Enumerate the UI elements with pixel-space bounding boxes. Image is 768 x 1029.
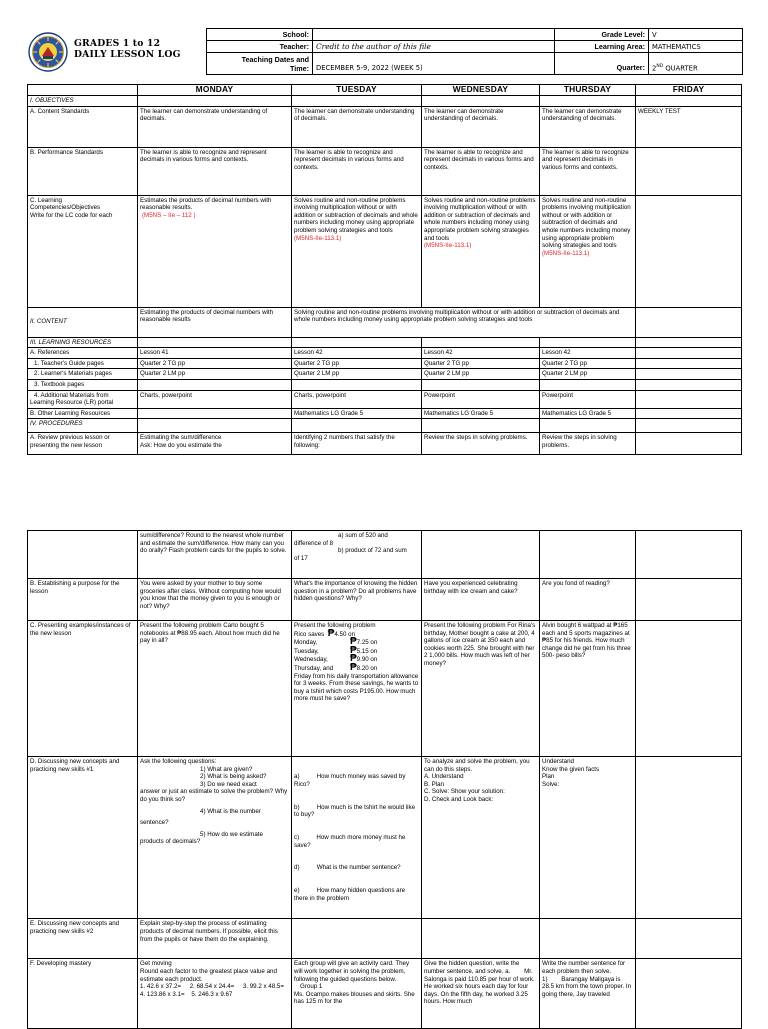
competencies-wed: [422, 195, 540, 307]
additional-materials-tue: Charts, powerpoint: [292, 390, 422, 408]
school-label: School:: [207, 29, 313, 41]
developing-mastery-tue-problem: Ms. Ocampo makes blouses and skirts. She has 125 m for the: [294, 990, 415, 1006]
day-friday: FRIDAY: [636, 85, 742, 96]
review-mon-line-2: Ask: How do you estimate the: [140, 441, 222, 449]
discussing-2-mon: Explain step-by-step the process of estimating products of decimal numbers. If possible, elicit this from the pupils or have them do the explaining.: [138, 919, 292, 959]
developing-mastery-thu-item-1: 1) Barangay Maligaya is 28.5 km from the town proper. In going there, Jay traveled: [542, 975, 633, 998]
objectives-heading: I. OBJECTIVES: [28, 96, 138, 107]
quarter-number: 2: [652, 64, 657, 72]
performance-standards-label: B. Performance Standards: [28, 147, 138, 195]
dll-table-page-2: [27, 530, 742, 1029]
presenting-label: C. Presenting examples/instances of the new lesson: [28, 621, 138, 757]
content-standards-fri: WEEKLY TEST: [636, 106, 742, 147]
discussing-1-wed-b: B. Plan: [424, 780, 444, 788]
presenting-tue-amount-1: 4.50 on: [334, 630, 356, 638]
objectives-heading-row: [28, 96, 742, 107]
competencies-tue: [292, 195, 422, 307]
competencies-label-3: Write for the LC code for each: [30, 211, 113, 219]
learning-area-label: Learning Area:: [555, 41, 649, 53]
discussing-1-wed: [422, 757, 540, 919]
title-line-1: GRADES 1 to 12: [74, 38, 161, 49]
presenting-tue-amount-2: 7.25 on: [356, 639, 378, 647]
additional-materials-label-2: Learning Resource (LR) portal: [30, 399, 114, 407]
developing-mastery-tue-group: Group 1: [300, 983, 323, 991]
presenting-tue: [292, 621, 422, 757]
discussing-1-thu: [540, 757, 636, 919]
discussing-1-tue-c: c) How much more money must he save?: [294, 833, 408, 849]
competencies-label-2: Competencies/Objectives: [30, 204, 101, 212]
other-resources-label: B. Other Learning Resources: [28, 408, 138, 419]
presenting-tue-text-2: Monday,: [294, 639, 318, 647]
discussing-1-tue-d: d) What is the number sentence?: [294, 864, 401, 872]
presenting-row: [28, 621, 742, 757]
developing-mastery-row: [28, 959, 742, 1029]
quarter-value[interactable]: [649, 53, 743, 75]
presenting-wed: Present the following problem For Rina's birthday, Mother bought a cake at 200, 4 gallons of ice cream at 350 each and cookies worth 225. She brought with her 2 1,000 bills. How much was left of her money?: [422, 621, 540, 757]
references-wed: Lesson 42: [422, 348, 540, 359]
review-tue-item-a-cont: difference of 8: [294, 539, 334, 547]
discussing-1-tue: [292, 757, 422, 919]
discussing-1-wed-d: D. Check and Look back:: [424, 795, 494, 803]
other-resources-row: [28, 408, 742, 419]
quarter-suffix: ND: [656, 63, 664, 69]
content-standards-label: A. Content Standards: [28, 106, 138, 147]
quarter-word: QUARTER: [663, 64, 698, 72]
learners-materials-label: 2. Learner's Materials pages: [28, 369, 138, 380]
references-tue: Lesson 42: [292, 348, 422, 359]
discussing-1-mon-intro: Ask the following questions:: [140, 758, 217, 765]
additional-materials-thu: Powerpoint: [540, 390, 636, 408]
discussing-1-mon-q3: 3) Do we need exact: [200, 780, 257, 788]
discussing-1-mon-q5: 5) How do we estimate: [200, 830, 263, 838]
other-resources-tue: Mathematics LG Grade 5: [292, 408, 422, 419]
school-value[interactable]: [313, 29, 555, 41]
review-mon: [138, 433, 292, 455]
competencies-thu-text: Solves routine and non-routine problems involving multiplication without or with addition or subtraction of decimals and whole numbers including money using appropriate problem solving strategies and tools: [542, 196, 631, 250]
competencies-row: [28, 195, 742, 307]
performance-standards-mon: The learner is able to recognize and represent decimals in various forms and contexts.: [138, 147, 292, 195]
competencies-mon: [138, 195, 292, 307]
additional-materials-wed: Powerpoint: [422, 390, 540, 408]
content-standards-thu: The learner can demonstrate understanding of decimals.: [540, 106, 636, 147]
grade-value[interactable]: V: [649, 29, 743, 41]
peso-sign-5: ₱: [350, 661, 357, 673]
content-standards-row: [28, 106, 742, 147]
references-row: [28, 348, 742, 359]
peso-sign-3: ₱: [350, 644, 357, 656]
competencies-thu: [540, 195, 636, 307]
developing-mastery-tue-intro: Each group will give an activity card. They will work together in solving the problem, following the guided questions below.: [294, 960, 410, 983]
dates-label-line-1: Teaching Dates and: [241, 54, 309, 64]
presenting-tue-text-1: Rico saves: [294, 630, 325, 638]
developing-mastery-tue: [292, 959, 422, 1029]
corner-cell: [28, 85, 138, 96]
learning-resources-heading-row: [28, 337, 742, 348]
competencies-label-1: C. Learning: [30, 196, 62, 204]
review-row: [28, 433, 742, 455]
review-wed: Review the steps in solving problems.: [422, 433, 540, 455]
presenting-tue-rest: Friday from his daily transportation allowance for 3 weeks. From these savings, he wants to buy a tshirt which costs P195.00. How much more must he save?: [294, 672, 419, 703]
presenting-tue-amount-4: 9.90 on: [356, 656, 378, 664]
learning-area-value[interactable]: MATHEMATICS: [649, 41, 743, 53]
review-continued-tue: [292, 531, 422, 579]
teachers-guide-mon: Quarter 2 TG pp: [138, 358, 292, 369]
competencies-thu-code: (M5NS-IIe-113.1): [542, 249, 590, 257]
teachers-guide-thu: Quarter 2 TG pp: [540, 358, 636, 369]
presenting-tue-intro: Present the following problem: [294, 622, 376, 629]
competencies-wed-code: (M5NS-IIe-113.1): [424, 242, 472, 250]
procedures-heading-row: [28, 419, 742, 433]
presenting-tue-amount-3: 5.15 on: [356, 647, 378, 655]
presenting-tue-text-5: Thursday, and: [294, 664, 334, 672]
discussing-1-mon-q2: 2) What is being asked?: [200, 773, 267, 781]
purpose-mon: You were asked by your mother to buy some groceries after class. Without computing how would you know that the money given to you is enough or not? Why?: [138, 579, 292, 621]
developing-mastery-thu: [540, 959, 636, 1029]
review-tue: Identifying 2 numbers that satisfy the following:: [292, 433, 422, 455]
dates-label: [207, 53, 313, 75]
additional-materials-mon: Charts, powerpoint: [138, 390, 292, 408]
quarter-label: Quarter:: [555, 53, 649, 75]
discussing-1-wed-a: A. Understand: [424, 773, 464, 781]
teachers-guide-row: [28, 358, 742, 369]
discussing-1-wed-c: C. Solve: Show your solution:: [424, 788, 505, 796]
performance-standards-tue: The learner is able to recognize and represent decimals in various forms and contexts.: [292, 147, 422, 195]
content-standards-mon: The learner can demonstrate understanding of decimals.: [138, 106, 292, 147]
discussing-1-mon: [138, 757, 292, 919]
performance-standards-thu: The learner is able to recognize and represent decimals in various forms and contexts.: [540, 147, 636, 195]
discussing-1-label: D. Discussing new concepts and practicing new skills #1: [28, 757, 138, 919]
review-continued-mon: sum/difference? Round to the nearest whole number and estimate the sum/difference. How many can you do orally? Flash problem cards for the pupils to solve.: [138, 531, 292, 579]
review-tue-item-a: a) sum of 520 and: [338, 532, 388, 539]
presenting-mon: Present the following problem Carlo bought 5 notebooks at ₱88.95 each. About how much did he pay in all?: [138, 621, 292, 757]
developing-mastery-wed: Give the hidden question, write the number sentence, and solve. a. Mr. Salonga is paid 110.85 per hour of work. He worked six hours each day for four days. On the fifth day, he worked 3.25 hours. How much: [422, 959, 540, 1029]
teachers-guide-label: 1. Teacher's Guide pages: [28, 358, 138, 369]
discussing-1-row: [28, 757, 742, 919]
developing-mastery-label: F. Developing mastery: [28, 959, 138, 1029]
learners-materials-wed: Quarter 2 LM pp: [422, 369, 540, 380]
review-mon-line-1: Estimating the sum/difference: [140, 434, 222, 442]
dates-label-line-2: Time:: [289, 63, 309, 73]
dates-value[interactable]: DECEMBER 5-9, 2022 (WEEK 5): [313, 53, 555, 75]
discussing-1-mon-q4: 4) What is the number: [200, 807, 261, 815]
review-label: A. Review previous lesson or presenting the new lesson: [28, 433, 138, 455]
additional-materials-label-1: 4. Additional Materials from: [34, 391, 109, 399]
developing-mastery-mon-instruction: Round each factor to the greatest place value and estimate each product.: [140, 968, 277, 983]
dll-title: [74, 38, 181, 60]
purpose-row: [28, 579, 742, 621]
dll-header: [26, 28, 742, 78]
competencies-tue-text: Solves routine and non-routine problems involving multiplication without or with addition or subtraction of decimals and whole numbers including money using appropriate problem solving strategies and tools: [294, 196, 418, 234]
references-label: A. References: [28, 348, 138, 359]
review-thu: Review the steps in solving problems.: [540, 433, 636, 455]
content-standards-wed: The learner can demonstrate understanding of decimals.: [422, 106, 540, 147]
discussing-1-thu-solve: Solve:: [542, 780, 560, 788]
competencies-wed-text: Solves routine and non-routine problems involving multiplication without or with addition or subtraction of decimals and whole numbers including money using appropriate problem solving strategies and tools: [424, 196, 536, 242]
discussing-1-thu-facts: Know the given facts: [542, 765, 600, 773]
review-tue-item-b-cont: of 17: [294, 554, 308, 562]
discussing-1-mon-q1: 1) What are given?: [200, 765, 253, 773]
presenting-tue-text-3: Tuesday,: [294, 647, 319, 655]
peso-sign-4: ₱: [350, 653, 357, 665]
presenting-tue-fri: [294, 661, 419, 673]
dll-table-page-1: [27, 84, 742, 455]
procedures-heading: IV. PROCEDURES: [28, 419, 138, 433]
peso-sign-1: ₱: [327, 627, 335, 639]
competencies-mon-text: Estimates the products of decimal numbers with reasonable results.: [140, 196, 272, 212]
grade-label: Grade Level:: [555, 29, 649, 41]
learners-materials-tue: Quarter 2 LM pp: [292, 369, 422, 380]
content-label: II. CONTENT: [28, 307, 138, 337]
developing-mastery-mon-items: 1. 42.6 x 37.2= 2. 68.54 x 24.4= 3. 99.2 x 48.5= 4. 123.86 x 3.1= 5. 246.3 x 9.67: [140, 983, 293, 998]
purpose-wed: Have you experienced celebrating birthday with ice cream and cake?: [422, 579, 540, 621]
deped-seal-icon: [28, 32, 68, 72]
developing-mastery-mon-title: Get moving: [140, 960, 172, 968]
presenting-tue-text-4: Wednesday,: [294, 656, 328, 664]
discussing-1-thu-plan: Plan: [542, 773, 555, 781]
developing-mastery-thu-instruction: Write the number sentence for each problem then solve.: [542, 960, 626, 976]
learners-materials-thu: Quarter 2 LM pp: [540, 369, 636, 380]
discussing-1-mon-q3-cont: answer or just an estimate to solve the problem? Why do you think so?: [140, 788, 288, 803]
day-wednesday: WEDNESDAY: [422, 85, 540, 96]
teachers-guide-wed: Quarter 2 TG pp: [422, 358, 540, 369]
content-standards-tue: The learner can demonstrate understanding of decimals.: [292, 106, 422, 147]
discussing-1-tue-a: a) How much money was saved by Rico?: [294, 773, 408, 788]
discussing-1-tue-b: b) How much is the tshirt he would like to buy?: [294, 803, 417, 819]
developing-mastery-mon: [138, 959, 292, 1029]
peso-sign-2: ₱: [350, 636, 357, 648]
discussing-1-tue-e: e) How many hidden questions are there in the problem: [294, 887, 407, 902]
other-resources-wed: Mathematics LG Grade 5: [422, 408, 540, 419]
textbook-row: [28, 379, 742, 390]
discussing-1-mon-q4-cont: sentence?: [140, 819, 169, 827]
days-header-row: [28, 85, 742, 96]
performance-standards-wed: The learner is able to recognize and represent decimals in various forms and contexts.: [422, 147, 540, 195]
textbook-label: 3. Textbook pages: [28, 379, 138, 390]
review-continued-row: [28, 531, 742, 579]
competencies-tue-code: (M5NS-IIe-113.1): [294, 234, 342, 242]
competencies-label: [28, 195, 138, 307]
discussing-1-thu-understand: Understand: [542, 758, 574, 765]
learners-materials-row: [28, 369, 742, 380]
day-monday: MONDAY: [138, 85, 292, 96]
learning-resources-heading: III. LEARNING RESOURCES: [28, 337, 138, 348]
teacher-label: Teacher:: [207, 41, 313, 53]
day-tuesday: TUESDAY: [292, 85, 422, 96]
other-resources-thu: Mathematics LG Grade 5: [540, 408, 636, 419]
presenting-tue-amount-5: 8.20 on: [356, 664, 378, 672]
review-tue-item-b: b) product of 72 and sum: [338, 547, 407, 555]
discussing-1-wed-intro: To analyze and solve the problem, you can do this steps.: [424, 758, 530, 773]
discussing-2-label: E. Discussing new concepts and practicing new skills #2: [28, 919, 138, 959]
day-thursday: THURSDAY: [540, 85, 636, 96]
presenting-thu: Alvin bought 6 wattpad at ₱165 each and 5 sports magazines at ₱85 for his friends. How much change did he get from his three 500- peso bills?: [540, 621, 636, 757]
purpose-label: B. Establishing a purpose for the lesson: [28, 579, 138, 621]
header-info-table: [206, 28, 743, 75]
discussing-2-row: [28, 919, 742, 959]
title-line-2: DAILY LESSON LOG: [74, 49, 181, 60]
content-tue-thu: Solving routine and non-routine problems involving multiplication without or with addition or subtraction of decimals and whole numbers including money using appropriate problem solving strategies and tools: [292, 307, 636, 337]
references-mon: Lesson 41: [138, 348, 292, 359]
discussing-1-mon-q5-cont: products of decimals?: [140, 838, 201, 846]
purpose-tue: What's the importance of knowing the hidden question in a problem? Do all problems have hidden questions? Why?: [292, 579, 422, 621]
purpose-thu: Are you fond of reading?: [540, 579, 636, 621]
competencies-mon-code: (M5NS – IIe – 112 ): [142, 211, 196, 219]
additional-materials-row: [28, 390, 742, 408]
teachers-guide-tue: Quarter 2 TG pp: [292, 358, 422, 369]
additional-materials-label: [28, 390, 138, 408]
learners-materials-mon: Quarter 2 LM pp: [138, 369, 292, 380]
performance-standards-row: [28, 147, 742, 195]
content-row: [28, 307, 742, 337]
teacher-value[interactable]: Credit to the author of this file: [313, 41, 555, 53]
references-thu: Lesson 42: [540, 348, 636, 359]
content-mon: Estimating the products of decimal numbers with reasonable results: [138, 307, 292, 337]
